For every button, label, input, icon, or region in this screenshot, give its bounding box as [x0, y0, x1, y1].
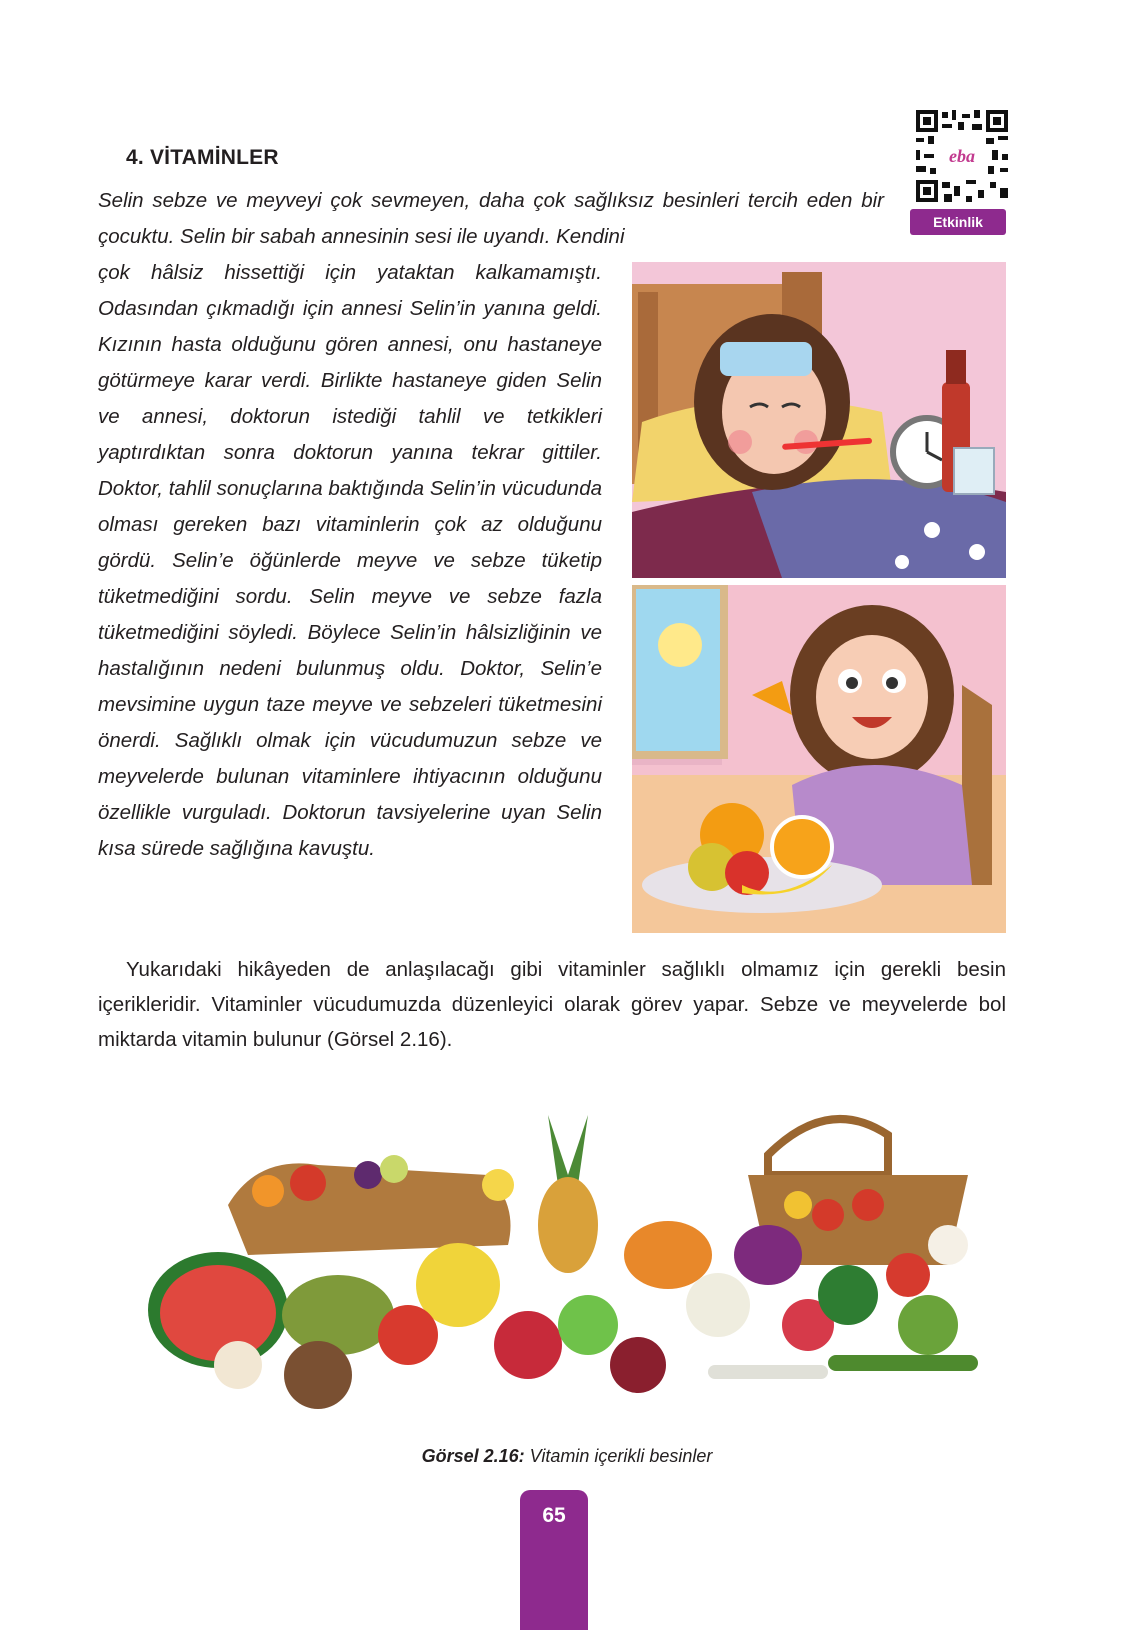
etkinlik-badge[interactable]: Etkinlik: [910, 209, 1006, 235]
page-number: 65: [542, 1504, 566, 1527]
vitamin-paragraph: Yukarıdaki hikâyeden de anlaşılacağı gibi vitaminler sağlıklı olmamız için gerekli besin içerikleridir. Vitaminler vücudumuzda düzenleyici olarak görev yapar. Sebze ve meyvelerde bol miktarda vitamin bulunur (Görsel 2.16).: [98, 958, 1006, 1051]
section-heading: 4. VİTAMİNLER: [126, 146, 279, 169]
story-text-narrow: çok hâlsiz hissettiği için yataktan kalkamamıştı. Odasından çıkmadığı için annesi Selin’in yanına geldi. Kızının hasta olduğunu gören annesi, onu hastaneye götürmeye karar verdi. Birlikte hastaneye giden Selin ve annesi, doktorun istediği tahlil ve tetkikleri yaptırdıktan sonra doktorun yanına tekrar gittiler. Doktor, tahlil sonuçlarına baktığında Selin’in vücudunda olması gereken bazı vitaminlerin çok az olduğunu gördü. Selin’e öğünlerde meyve ve sebze tüketip tüketmediğini sordu. Selin meyve ve sebze fazla tüketmediğini söyledi. Böylece Selin’in hâlsizliğinin ve hastalığının nedeni bulunmuş oldu. Doktor, Selin’e mevsimine uygun taze meyve ve sebzeleri tüketmesini önerdi. Sağlıklı olmak için vücudumuzun sebze ve meyvelerde bulunan vitaminlere ihtiyacının olduğunu özellikle vurguladı. Doktorun tavsiyelerine uyan Selin kısa sürede sağlığına kavuştu.: [98, 261, 602, 860]
healthy-girl-illustration: [632, 585, 1006, 933]
figure-caption: [0, 1446, 1134, 1467]
story-text-wide: Selin sebze ve meyveyi çok sevmeyen, daha çok sağlıksız besinleri tercih eden bir çocuktu. Selin bir sabah annesinin sesi ile uyandı. Kendini: [98, 189, 884, 248]
eba-logo: eba: [949, 146, 975, 166]
figure-label: Görsel 2.16:: [421, 1446, 525, 1466]
sick-girl-illustration: [632, 262, 1006, 578]
qr-code[interactable]: [916, 110, 1008, 202]
figure-caption-text: Vitamin içerikli besinler: [529, 1446, 713, 1466]
fruits-vegetables-photo: [108, 1095, 1008, 1425]
